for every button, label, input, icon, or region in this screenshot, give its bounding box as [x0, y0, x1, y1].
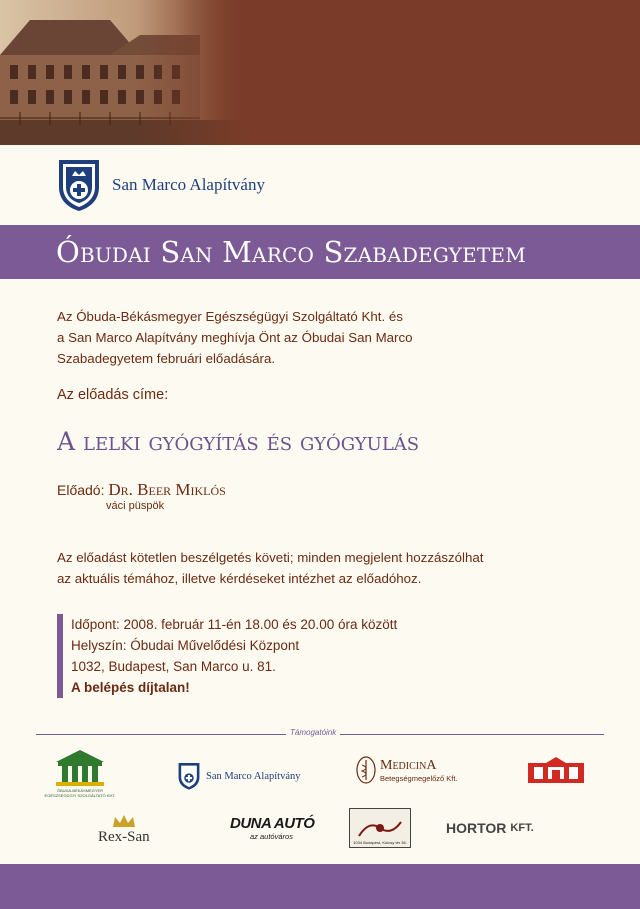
duna-auto-sub: az autóváros: [250, 832, 293, 841]
medicina-emblem-icon: [356, 756, 376, 784]
intro-text: [57, 306, 527, 369]
hortor-name: HORTOR: [446, 820, 507, 836]
footer-band: [0, 864, 640, 909]
sponsor-red-logo: [526, 755, 586, 787]
org-name: San Marco Alapítvány: [112, 175, 265, 194]
hortor-suffix: KFT.: [510, 822, 534, 834]
medicina-name: MedicinA: [380, 757, 437, 773]
sponsors-label: Támogatóink: [286, 728, 340, 737]
speaker-label: Előadó:: [57, 482, 105, 498]
header-band: [0, 0, 640, 145]
san-marco-shield-icon: [56, 157, 102, 213]
title-band: [0, 225, 640, 279]
duna-auto-name: DUNA AUTÓ: [230, 815, 315, 832]
speaker-name: Dr. Beer Miklós: [108, 480, 226, 499]
boxed-logo-address: 1034 Budapest, Kolosy tér 36.: [353, 840, 407, 845]
boxed-logo-emblem-icon: [355, 818, 405, 840]
sponsor-boxed-logo: [349, 808, 411, 848]
intro-line: Az Óbuda-Békásmegyer Egészségügyi Szolgáltató Kht. és: [57, 309, 403, 324]
sponsor-san-marco-name: San Marco Alapítvány: [206, 770, 301, 782]
medicina-text: [380, 758, 458, 783]
sponsor-obuda-name: ÓBUDA-BÉKÁSMEGYER EGÉSZSÉGÜGYI SZOLGÁLTATÓ KHT.: [44, 788, 116, 798]
sponsor-san-marco: [177, 761, 300, 791]
event-time: Időpont: 2008. február 11-én 18.00 és 20.00 óra között: [71, 617, 398, 632]
event-entry: A belépés díjtalan!: [71, 680, 190, 695]
speaker-role: váci püspök: [106, 500, 165, 512]
temple-icon: [54, 748, 106, 788]
crown-icon: [111, 813, 137, 829]
discussion-text: [57, 547, 557, 589]
house-logo-icon: [526, 755, 586, 787]
intro-line: a San Marco Alapítvány meghívja Önt az Óbudai San Marco: [57, 330, 413, 345]
discussion-line: Az előadást kötetlen beszélgetés követi; minden megjelent hozzászólhat: [57, 550, 484, 565]
sponsor-rexsan-name: Rex-San: [98, 829, 150, 845]
sponsor-hortor: [446, 820, 534, 836]
event-details: [57, 614, 397, 698]
sponsor-rexsan: [98, 813, 150, 846]
discussion-line: az aktuális témához, illetve kérdéseket intézhet az előadóhoz.: [57, 571, 422, 586]
sponsor-duna-auto: [230, 815, 314, 841]
org-logo: [56, 157, 265, 213]
page-title: Óbudai San Marco Szabadegyetem: [56, 235, 526, 269]
event-address: 1032, Budapest, San Marco u. 81.: [71, 659, 276, 674]
building-photo: [0, 0, 250, 145]
intro-line: Szabadegyetem februári előadására.: [57, 351, 276, 366]
sponsor-medicina: [356, 756, 458, 784]
event-venue: Helyszín: Óbudai Művelődési Központ: [71, 638, 300, 653]
san-marco-shield-small-icon: [177, 761, 201, 791]
medicina-sub: Betegségmegelőző Kft.: [380, 773, 458, 783]
lecture-label: Az előadás címe:: [57, 387, 169, 403]
sponsor-obuda: [44, 748, 116, 798]
lecture-title: A lelki gyógyítás és gyógyulás: [57, 427, 420, 456]
speaker: [57, 480, 226, 500]
